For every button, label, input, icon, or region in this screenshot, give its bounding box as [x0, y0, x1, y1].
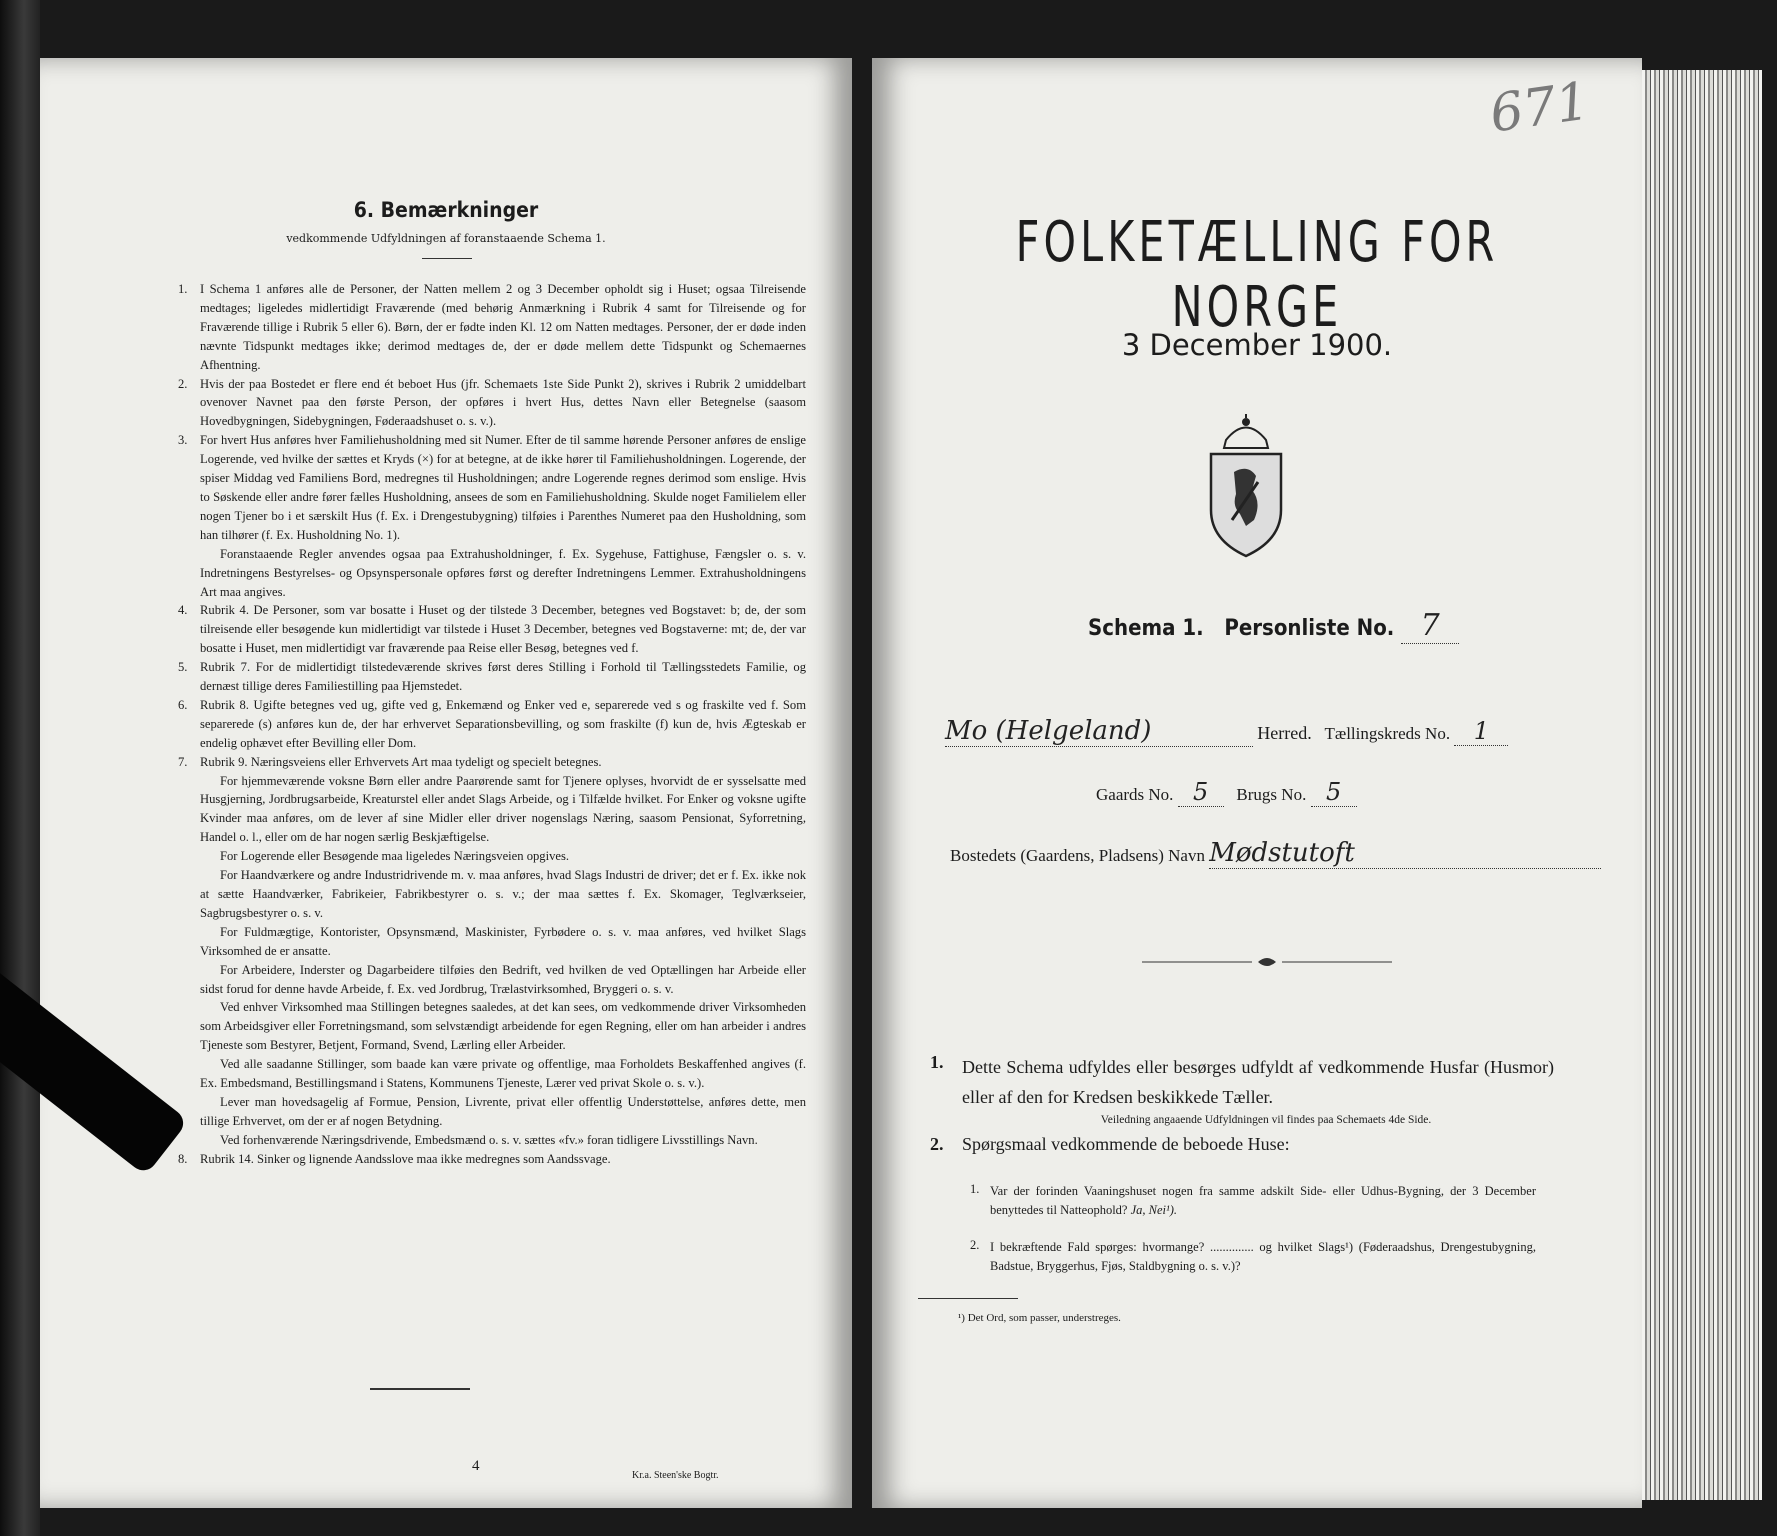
instruction-item [178, 1055, 806, 1093]
footnote: ¹) Det Ord, som passer, understreges. [958, 1312, 1121, 1324]
census-title: FOLKETÆLLING FOR NORGE [1015, 210, 1499, 340]
instruction-text: For Haandværkere og andre Industridrivende m. v. maa anføres, hvad Slags Industri de driver; det er f. Ex. ikke nok at sætte Haandværker, Fabrikeier, Fabrikbestyrer o. s. v.; der maa sættes f. Ex. Skomager, Teglværkseier, Sagbrugsbestyrer o. s. v. [200, 868, 806, 920]
gaards-number[interactable]: 5 [1178, 778, 1224, 807]
instruction-number: 2. [178, 376, 188, 391]
instruction-item [178, 431, 806, 544]
herred-label: Herred. [1257, 723, 1312, 743]
instruction-text: Lever man hovedsagelig af Formue, Pension, Livrente, privat eller offentlig Understøttelse, anføres dette, men tillige Erhvervet, om der er af nogen Betydning. [200, 1094, 806, 1128]
instruction-text: Hvis der paa Bostedet er flere end ét beboet Hus (jfr. Schemaets 1ste Side Punkt 2), skrives i Rubrik 2 umiddelbart ovenover Navnet paa den første Person, der opføres i hvert Hus, dettes Navn eller Betegnelse (saasom Hovedbygningen, Sidebygningen, Føderaadshuset o. s. v.). [200, 376, 806, 429]
instruction-item [178, 1131, 806, 1150]
instruction-item [178, 847, 806, 866]
q2-text: Spørgsmaal vedkommende de beboede Huse: [962, 1134, 1290, 1154]
brugs-label: Brugs No. [1236, 785, 1307, 804]
page-number: 4 [472, 1458, 480, 1474]
instruction-text: Ved enhver Virksomhed maa Stillingen betegnes saaledes, at det kan sees, om vedkommende driver Virksomheden som Arbeidsgiver eller Forretningsmand, som selvstændigt arbeidende for egen Regning, eller om han arbeider i andres Tjeneste som Bestyrer, Betjent, Formand, Svend, Lærling eller Arbeider. [200, 1000, 806, 1053]
instruction-text: For hvert Hus anføres hver Familiehusholdning med sit Numer. Efter de til samme hørende Personer anføres de enslige Logerende, ved hvilke der sættes et Kryds (×) for at betegne, at de ikke hører til Familiehusholdningen. Logerende, der spiser Middag ved Familiens Bord, medregnes til Husholdningen; andre Logerende regnes derimod som enslige. Hvis to Søskende eller andre fører fælles Husholdning, ansees de som en Familiehusholdning. Skulde noget Familielem eller nogen Tjener bo i et særskilt Hus (f. Ex. i Drengestubygning) tilføies i Parenthes Numeret paa den Husholdning, som han tilhører (f. Ex. Husholdning No. 1). [200, 433, 806, 542]
herred-field[interactable]: Mo (Helgeland) [945, 716, 1253, 747]
instruction-item [178, 1150, 806, 1169]
coat-of-arms-icon [1196, 410, 1296, 560]
instruction-item [178, 961, 806, 999]
instructions-list [178, 280, 806, 1169]
book-spine-left [0, 0, 40, 1536]
sub2-text: I bekræftende Fald spørges: hvormange? .............. og hvilket Slags¹) (Føderaadshus, Drengestubygning, Badstue, Bryggerhus, Fjøs, Staldbygning o. s. v.)? [990, 1240, 1536, 1273]
sub1-text [990, 1182, 1536, 1220]
q1-number: 1. [930, 1052, 944, 1072]
instruction-text: Ved forhenværende Næringsdrivende, Embedsmænd o. s. v. sættes «fv.» foran tidligere Livsstillings Navn. [220, 1132, 758, 1147]
instruction-number: 7. [178, 754, 188, 769]
bosted-line [950, 838, 1601, 869]
archive-number: 671 [1486, 71, 1593, 145]
instruction-text: Ved alle saadanne Stillinger, som baade kan være private og offentlige, maa Forholdets Beskaffenhed angives (f. Ex. Embedsmand, Bestillingsmand i Statens, Kommunens Tjeneste, Lærer ved privat Skole o. s. v.). [200, 1057, 806, 1091]
instruction-item [178, 753, 806, 772]
instruction-item [178, 375, 806, 432]
instruction-text: For hjemmeværende voksne Børn eller andre Paarørende samt for Tjenere oplyses, hvorvidt de er sysselsatte med Husgjerning, Jordbrugsarbeide, Kreaturstel eller andet Slags Arbeide, og i Tilfælde hvilket. For Enker og voksne ugifte Kvinder maa anføres, om de lever af sine Midler eller driver nogenslags Næring, saasom Pensionat, Syforretning, Handel o. l., eller om de har nogen særlig Beskjæftigelse. [200, 773, 806, 845]
instruction-item [178, 545, 806, 602]
brugs-number[interactable]: 5 [1311, 778, 1357, 807]
instruction-number: 6. [178, 697, 188, 712]
instruction-text: Rubrik 8. Ugifte betegnes ved ug, gifte ved g, Enkemænd og Enker ved e, separerede ved s og fraskilte ved f. Som separerede (s) anføres kun de, der har erhvervet Separationsbevilling, og som fraskilte (f) kun de, hvis Ægteskab er endelig ophævet efter Bevilling eller Dom. [200, 697, 806, 750]
sub1-number: 1. [970, 1182, 980, 1196]
instruction-item [178, 696, 806, 753]
footnote-rule [918, 1298, 1018, 1299]
instruction-text: Rubrik 7. For de midlertidigt tilstedeværende skrives først deres Stilling i Forhold til Tællingsstedets Familie, og dernæst tillige deres Familiestilling paa Hjemstedet. [200, 660, 806, 694]
page-edges [1642, 70, 1762, 1500]
ornament-divider [1142, 952, 1392, 972]
instruction-text: Rubrik 9. Næringsveiens eller Erhvervets Art maa tydeligt og specielt betegnes. [200, 754, 602, 769]
printer-credit: Kr.a. Steen'ske Bogtr. [632, 1470, 719, 1481]
instruction-text: Rubrik 14. Sinker og lignende Aandsslove maa ikke medregnes som Aandssvage. [200, 1151, 611, 1166]
instruction-item [178, 658, 806, 696]
schema-label: Schema 1. [1088, 616, 1204, 641]
q1-note: Veiledning angaaende Udfyldningen vil findes paa Schemaets 4de Side. [1100, 1114, 1432, 1126]
sub2-number: 2. [970, 1238, 980, 1252]
q2-number: 2. [930, 1134, 944, 1154]
instruction-number: 8. [178, 1151, 188, 1166]
gaards-label: Gaards No. [1096, 785, 1174, 804]
instruction-number: 1. [178, 282, 188, 296]
instruction-item [178, 601, 806, 658]
personliste-label: Personliste No. [1224, 616, 1395, 641]
instruction-item [178, 772, 806, 848]
bosted-field[interactable]: Mødstutoft [1209, 838, 1601, 869]
divider [422, 258, 472, 259]
left-page [40, 58, 852, 1508]
remarks-subtitle: vedkommende Udfyldningen af foranstaaende Schema 1. [286, 232, 606, 245]
sub1-answer[interactable]: Ja, Nei¹). [1130, 1203, 1178, 1217]
kreds-label: Tællingskreds No. [1324, 724, 1451, 743]
instruction-text: Rubrik 4. De Personer, som var bosatte i Huset og der tilstede 3 December, betegnes ved Bogstavet: b; de, der som tilreisende eller besøgende kun midlertidigt var tilstede i Huset 3 December, betegnes ved Bogstaverne: mt; de, der var bosatte i Huset, men midlertidigt var fraværende paa Reise eller Besøg, betegnes ved f. [200, 603, 806, 656]
schema-line [1088, 608, 1459, 644]
instruction-item [178, 1093, 806, 1131]
divider [370, 1388, 470, 1390]
instruction-text: Foranstaaende Regler anvendes ogsaa paa Extrahusholdninger, f. Ex. Sygehuse, Fattighuse, Fængsler o. s. v. Indretningens Bestyrelses- og Opsynspersonale opføres først og derefter Indretningens Lemmer. Extrahusholdningens Art maa angives. [200, 546, 806, 599]
instruction-item [178, 998, 806, 1055]
instruction-item [178, 923, 806, 961]
instruction-item [178, 866, 806, 923]
instruction-text: For Logerende eller Besøgende maa ligeledes Næringsveien opgives. [220, 849, 570, 864]
instruction-number: 3. [178, 433, 188, 448]
instruction-text: I Schema 1 anføres alle de Personer, der Natten mellem 2 og 3 December opholdt sig i Huset; ogsaa Tilreisende medtages; ligeledes midlertidigt Fraværende (med behørig Anmærkning i Rubrik 4 samt for Tilreisende og for Fraværende tillige i Rubrik 5 eller 6). Børn, der er fødte inden Kl. 12 om Natten medtages. Personer, der er døde inden nævnte Tidspunkt medtages ikke; derimod medtages de, der er døde mellem dette Tidspunkt og Schemaernes Afhentning. [200, 282, 806, 372]
herred-line [945, 716, 1508, 747]
bosted-label: Bostedets (Gaardens, Pladsens) Navn [950, 846, 1205, 865]
instruction-number: 5. [178, 660, 188, 675]
instruction-text: For Fuldmægtige, Kontorister, Opsynsmænd, Maskinister, Fyrbødere o. s. v. maa anføres, ved hvilket Slags Virksomhed de er ansatte. [200, 924, 806, 958]
personliste-number[interactable]: 7 [1401, 608, 1459, 644]
gaards-line [1096, 778, 1357, 807]
instruction-item [178, 280, 806, 375]
kreds-number[interactable]: 1 [1454, 717, 1508, 746]
census-date: 3 December 1900. [1121, 328, 1393, 362]
sub1-question: Var der forinden Vaaningshuset nogen fra samme adskilt Side- eller Udhus-Bygning, der 3 December benyttedes til Natteophold? [990, 1184, 1536, 1217]
instruction-number: 4. [178, 603, 188, 618]
remarks-title: 6. Bemærkninger [353, 198, 539, 222]
instruction-text: For Arbeidere, Inderster og Dagarbeidere tilføies den Bedrift, ved hvilken de ved Optællingen har Arbeide eller sidst forud for denne havde Arbeide, f. Ex. ved Jordbrug, Trælastvirksomhed, Bryggeri o. s. v. [200, 962, 806, 996]
q1-text: Dette Schema udfyldes eller besørges udfyldt af vedkommende Husfar (Husmor) eller af den for Kredsen beskikkede Tæller. [962, 1057, 1554, 1107]
